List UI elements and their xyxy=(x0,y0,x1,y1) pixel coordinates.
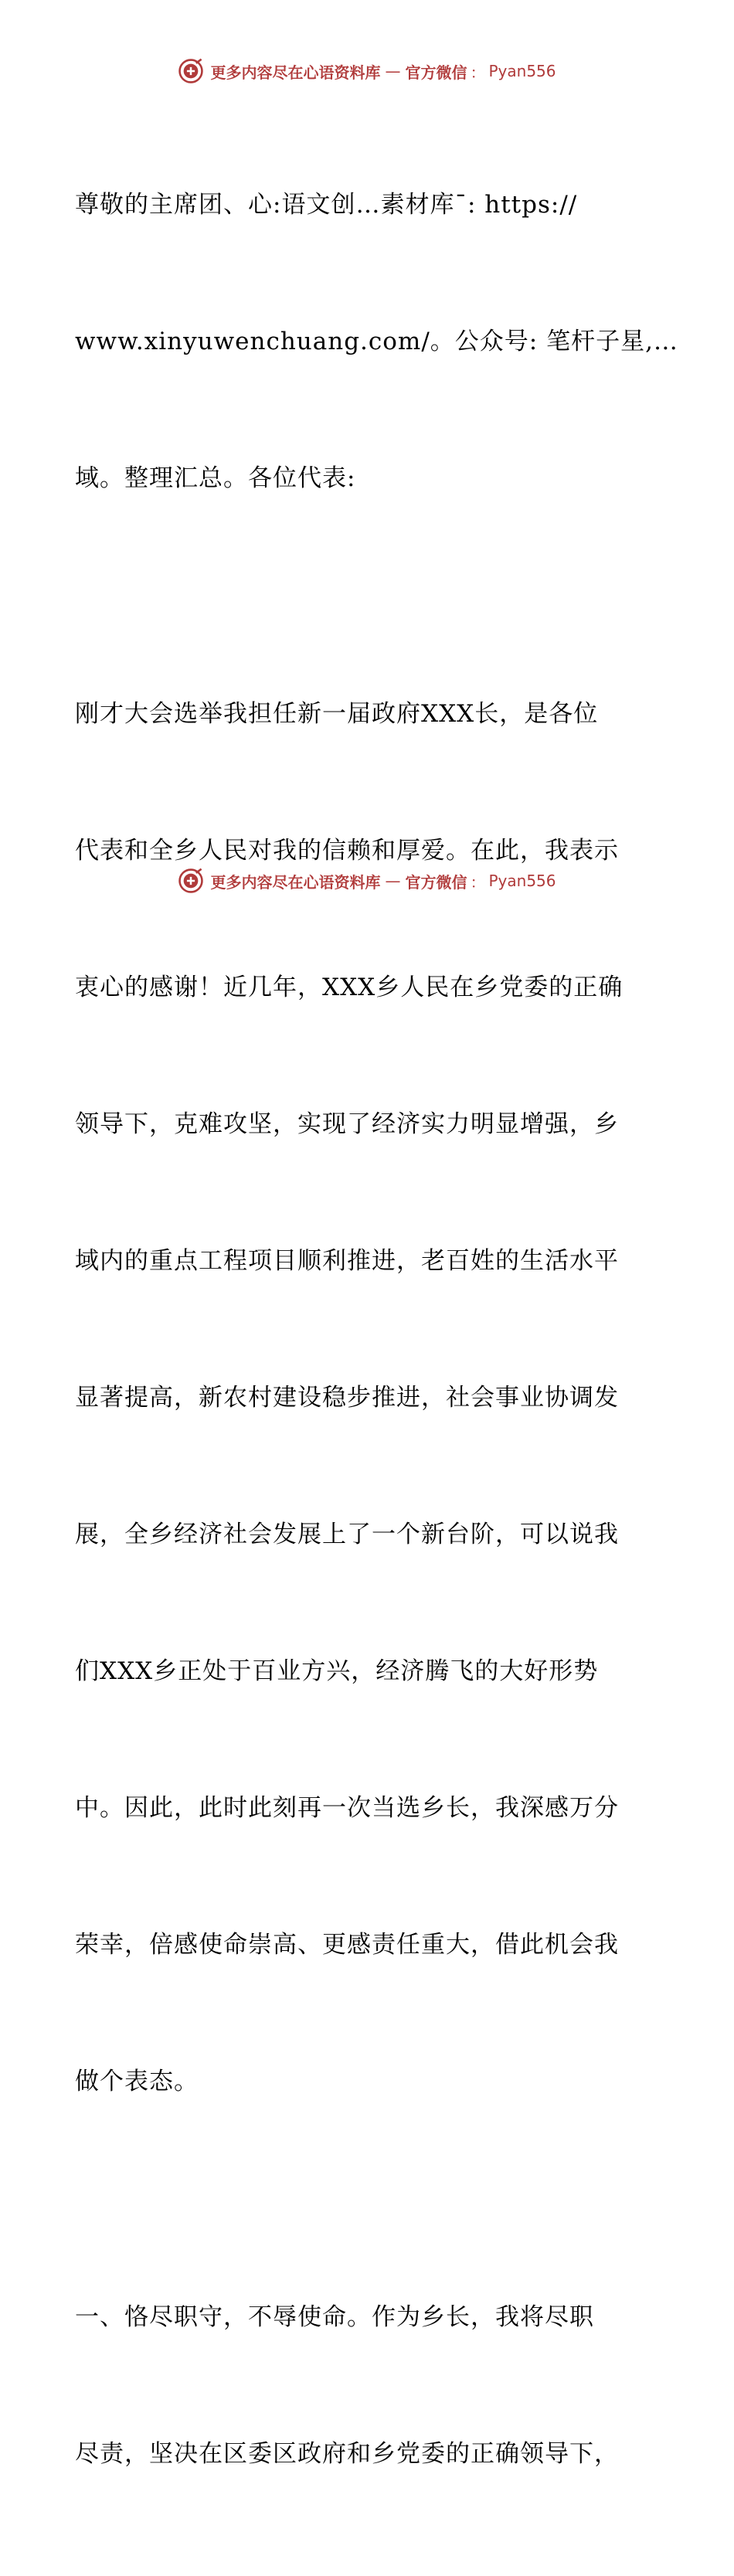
watermark-text: 更多内容尽在心语资料库 xyxy=(210,872,381,892)
text-line: 刚才大会选举我担任新一届政府XXX长，是各位 xyxy=(75,700,599,728)
watermark-label: 官方微信 xyxy=(405,63,467,82)
footer-watermark xyxy=(0,864,734,898)
text-line: www.xinyuwenchuang.com/。公众号: 笔杆子星,… xyxy=(75,328,678,355)
text-line: 做个表态。 xyxy=(75,2068,199,2095)
watermark-dash: — xyxy=(385,872,401,890)
text-line: 域内的重点工程项目顺利推进，老百姓的生活水平 xyxy=(75,1247,619,1275)
text-line: 尽责，坚决在区委区政府和乡党委的正确领导下， xyxy=(75,2440,619,2468)
text-line: 显著提高，新农村建设稳步推进，社会事业协调发 xyxy=(75,1384,619,1412)
paragraph-point-one xyxy=(75,2204,659,2568)
seal-logo-icon xyxy=(178,58,204,84)
watermark-account: Pyan556 xyxy=(488,62,556,80)
text-line: 领导下，克难攻坚，实现了经济实力明显增强，乡 xyxy=(75,1110,619,1138)
paragraph-salutation xyxy=(75,91,678,593)
watermark-separator: ： xyxy=(470,872,486,892)
watermark-text: 更多内容尽在心语资料库 xyxy=(210,63,381,82)
text-line: 们XXX乡正处于百业方兴，经济腾飞的大好形势 xyxy=(75,1657,599,1685)
watermark-dash: — xyxy=(385,62,401,80)
watermark-separator: ： xyxy=(470,63,486,82)
text-line: 展，全乡经济社会发展上了一个新台阶，可以说我 xyxy=(75,1521,619,1548)
text-line: 荣幸，倍感使命崇高、更感责任重大，借此机会我 xyxy=(75,1931,619,1959)
text-line: 中。因此，此时此刻再一次当选乡长，我深感万分 xyxy=(75,1794,619,1822)
text-line: 衷心的感谢！近几年，XXX乡人民在乡党委的正确 xyxy=(75,974,624,1001)
text-line: 一、恪尽职守，不辱使命。作为乡长，我将尽职 xyxy=(75,2303,594,2331)
header-watermark xyxy=(0,54,734,88)
watermark-account: Pyan556 xyxy=(488,872,556,890)
document-body xyxy=(75,91,678,2576)
paragraph-body xyxy=(75,600,659,2196)
seal-logo-icon xyxy=(178,868,204,894)
text-line: 代表和全乡人民对我的信赖和厚爱。在此，我表示 xyxy=(75,837,619,865)
watermark-label: 官方微信 xyxy=(405,872,467,892)
text-line: 域。整理汇总。各位代表: xyxy=(75,464,356,492)
text-line: 尊敬的主席团、心:语文创…素材库¯: https:// xyxy=(75,191,578,219)
